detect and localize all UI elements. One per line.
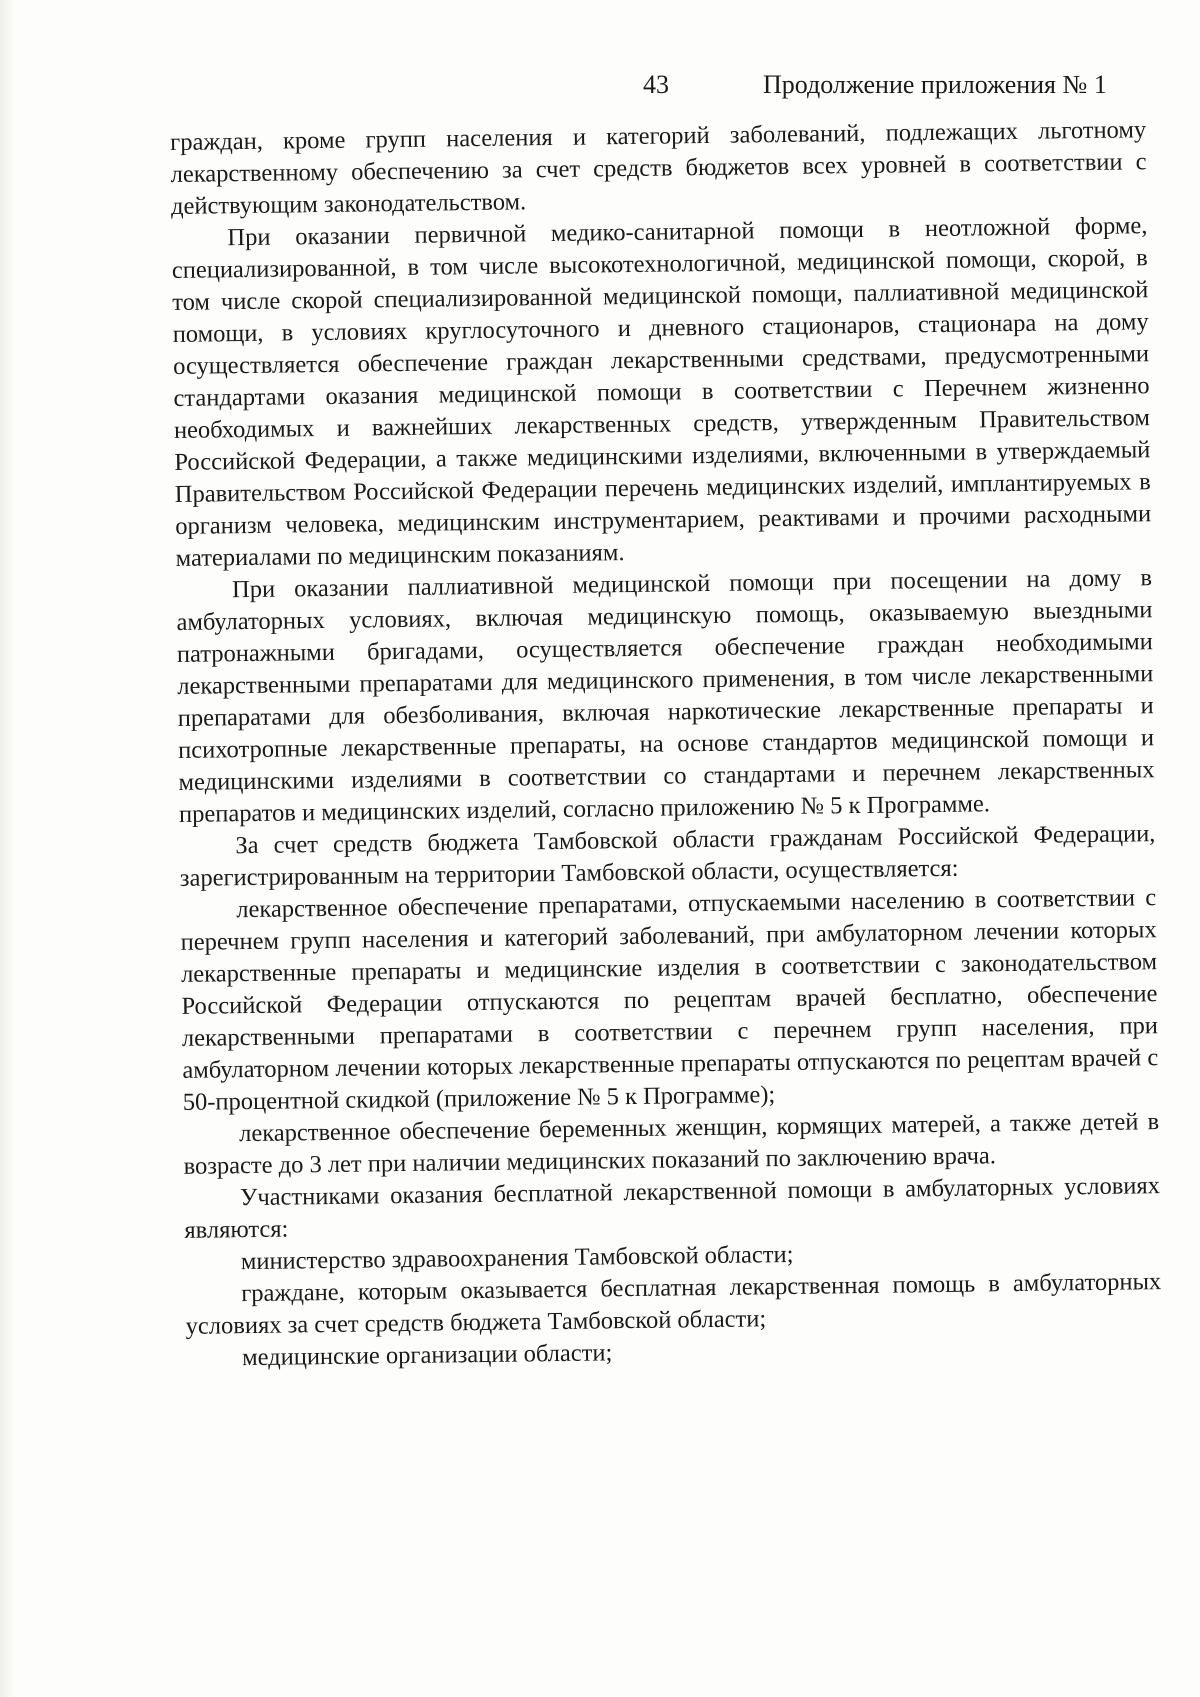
paragraph: Участниками оказания бесплатной лекарственной помощи в амбулаторных условиях являются: [184,1172,1161,1244]
paragraph: лекарственное обеспечение препаратами, отпускаемыми населению в соответствии с перечнем групп населения и категорий заболеваний, при амбулаторном лечении которых лекарственные препараты и медицинские изделия в соответствии с законодательством Российской Федерации отпускаются по рецептам врачей бесплатно, обеспечение лекарственными препаратами в соответствии с перечнем групп населения, при амбулаторном лечении которых лекарственные препараты отпускаются по рецептам врачей с 50-процентной скидкой (приложение № 5 к Программе); [180,884,1159,1116]
paragraph: граждане, которым оказывается бесплатная лекарственная помощь в амбулаторных условиях за счет средств бюджета Тамбовской области; [185,1268,1162,1340]
paragraph: За счет средств бюджета Тамбовской области гражданам Российской Федерации, зарегистрированным на территории Тамбовской области, осуществляется: [179,820,1156,892]
paragraph: При оказании паллиативной медицинской помощи при посещении на дому в амбулаторных условиях, включая медицинскую помощь, оказываемую выездными патронажными бригадами, осуществляется обеспечение граждан необходимыми лекарственными препаратами для медицинского применения, в том числе лекарственными препаратами для обезболивания, включая наркотические лекарственные препараты и психотропные лекарственные препараты, на основе стандартов медицинской помощи и медицинскими изделиями в соответствии со стандартами и перечнем лекарственных препаратов и медицинских изделий, согласно приложению № 5 к Программе. [176,564,1155,828]
scan-edge-shadow [0,0,14,1697]
paragraph: При оказании первичной медико-санитарной помощи в неотложной форме, специализированной, в том числе высокотехнологичной, медицинской помощи, скорой, в том числе скорой специализированной медицинской помощи, паллиативной медицинской помощи, в условиях круглосуточного и дневного стационаров, стационара на дому осуществляется обеспечение граждан лекарственными средствами, предусмотренными стандартами оказания медицинской помощи в соответствии с Перечнем жизненно необходимых и важнейших лекарственных средств, утвержденным Правительством Российской Федерации, а также медицинскими изделиями, включенными в утверждаемый Правительством Российской Федерации перечень медицинских изделий, имплантируемых в организм человека, медицинским инструментарием, реактивами и прочими расходными материалами по медицинским показаниям. [171,212,1152,572]
appendix-label: Продолжение приложения № 1 [763,70,1107,99]
page-header [0,70,1200,110]
paragraph: граждан, кроме групп населения и категорий заболеваний, подлежащих льготному лекарственному обеспечению за счет средств бюджетов всех уровней в соответствии с действующим законодательством. [170,116,1147,220]
page-number: 43 [643,70,669,99]
paragraph: медицинские организации области; [241,1339,613,1372]
paragraph: лекарственное обеспечение беременных женщин, кормящих матерей, а также детей в возрасте до 3 лет при наличии медицинских показаний по заключению врача. [183,1108,1160,1180]
body-text [170,114,1162,1375]
paragraph: министерство здравоохранения Тамбовской области; [240,1240,794,1276]
